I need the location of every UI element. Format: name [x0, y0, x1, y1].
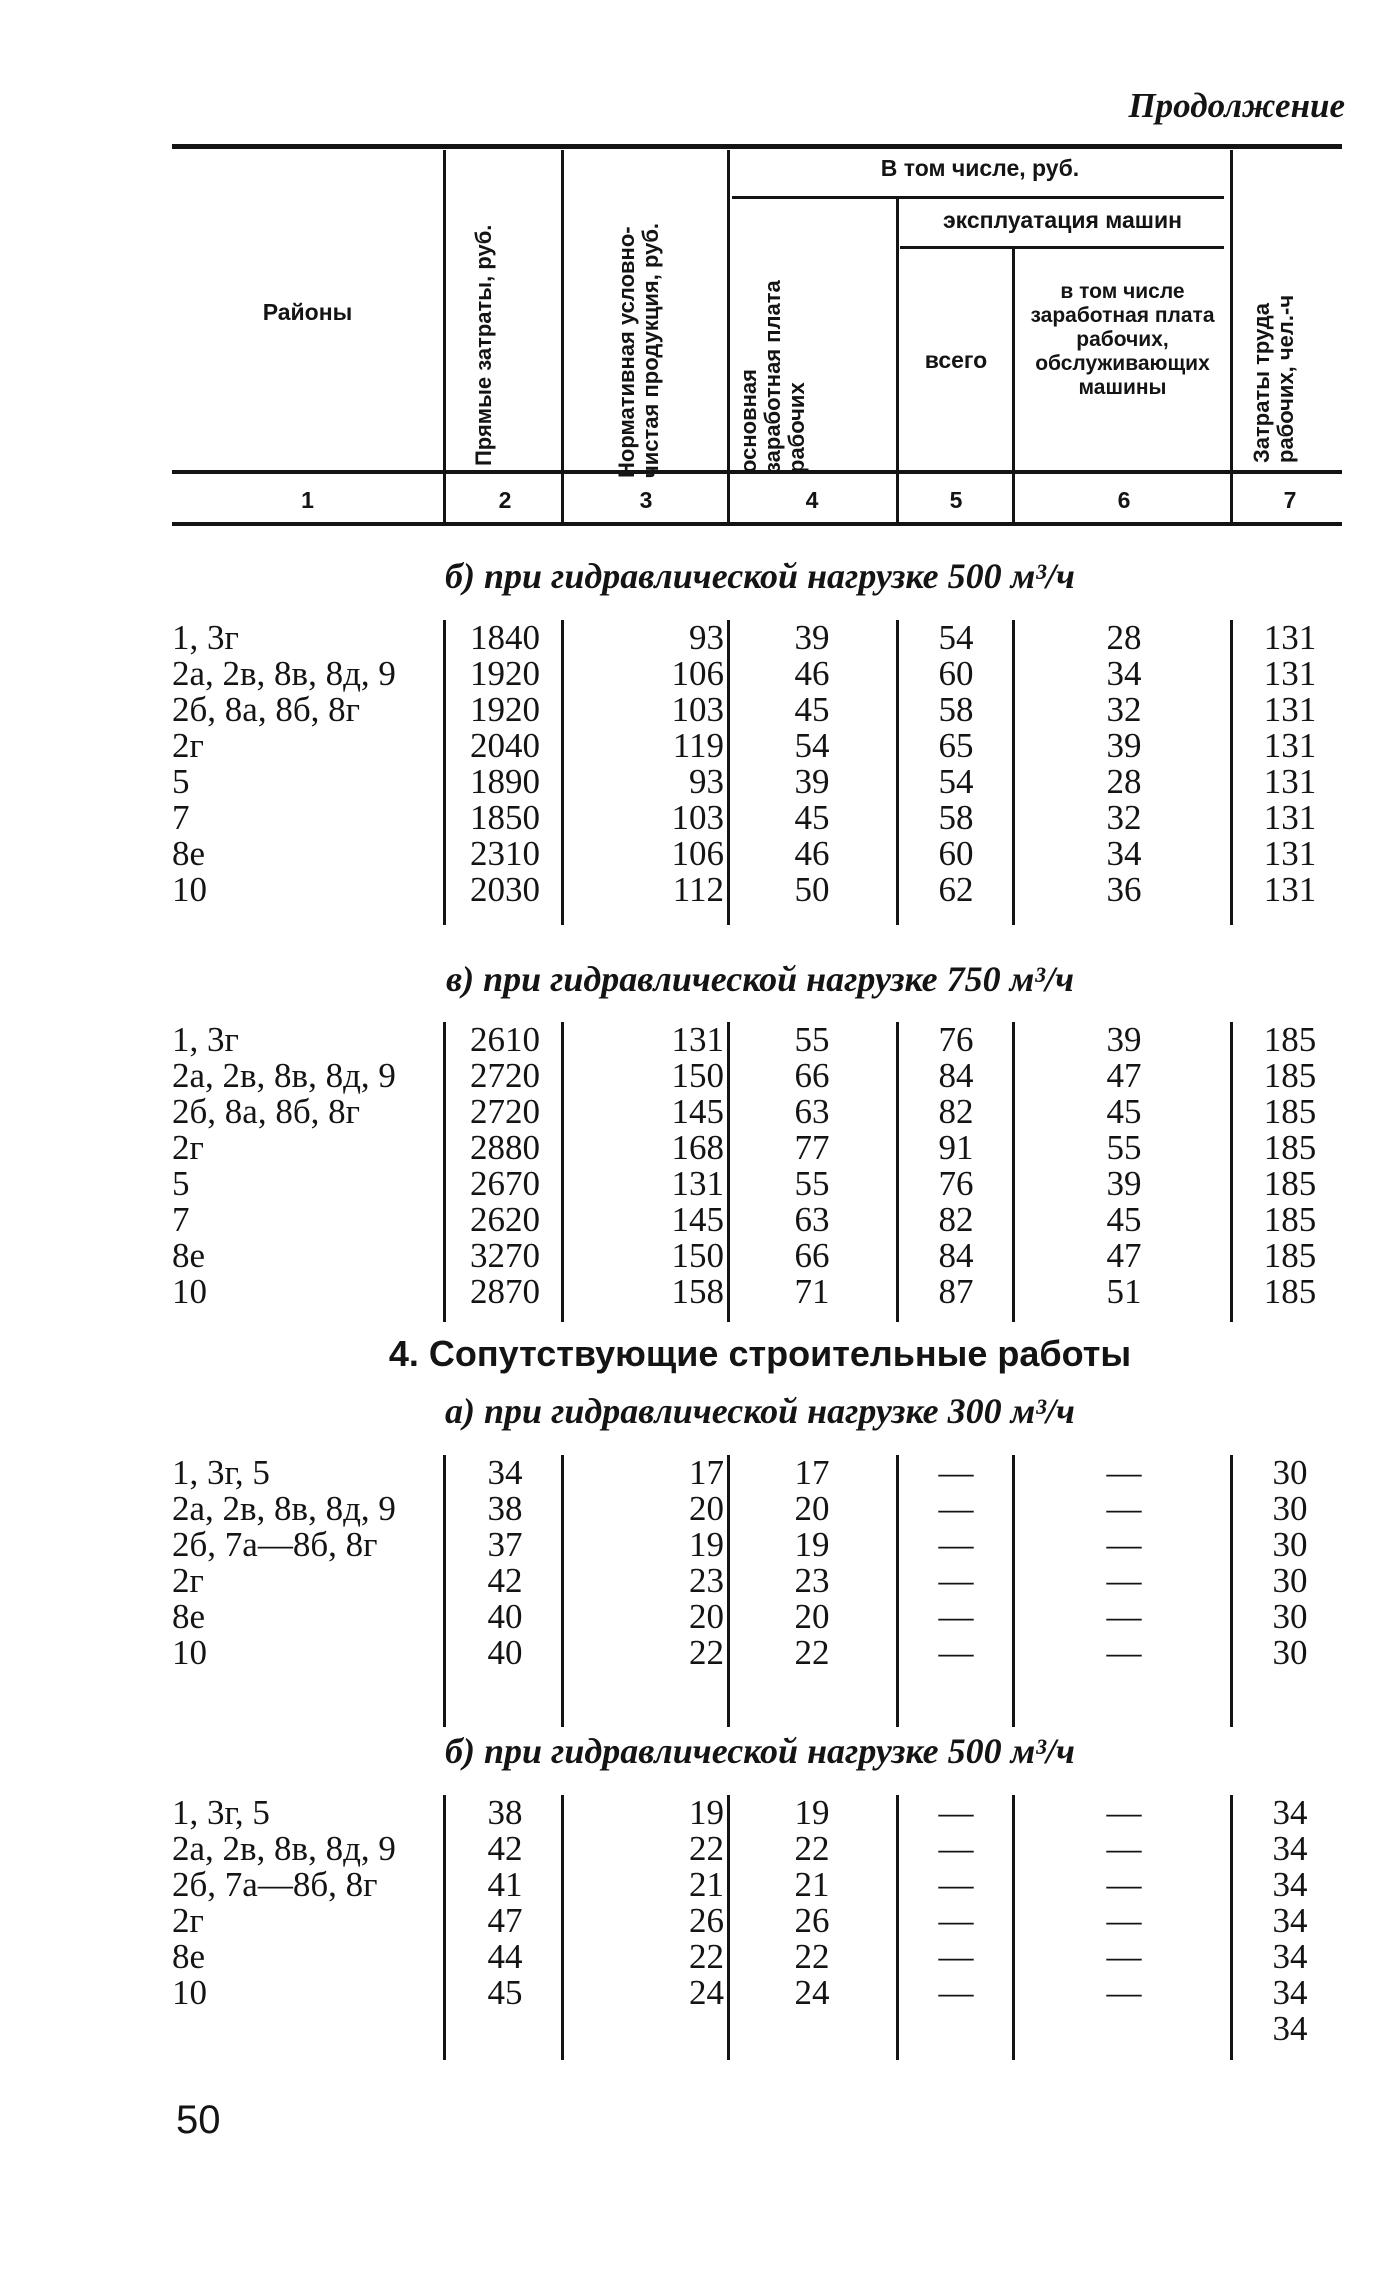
value-cell: 20 — [689, 1597, 724, 1636]
value-cell: — — [938, 1793, 974, 1832]
table-row — [0, 1939, 1383, 1975]
value-cell: 30 — [1272, 1525, 1308, 1564]
value-cell: 87 — [938, 1272, 974, 1311]
value-cell: 58 — [938, 798, 974, 837]
header-direct-costs: Прямые затраты, руб. — [471, 224, 496, 466]
value-cell: 21 — [794, 1865, 830, 1904]
value-cell: 47 — [1106, 1056, 1142, 1095]
value-cell: 2720 — [470, 1056, 540, 1095]
value-cell: 19 — [689, 1793, 724, 1832]
table-row — [0, 620, 1383, 656]
page-number: 50 — [176, 2098, 221, 2142]
value-cell: 34 — [1272, 1901, 1308, 1940]
value-cell: 20 — [794, 1597, 830, 1636]
value-cell: 76 — [938, 1020, 974, 1059]
value-cell: 45 — [794, 690, 830, 729]
value-cell: 77 — [794, 1128, 830, 1167]
value-cell: — — [938, 1489, 974, 1528]
table-row — [0, 1903, 1383, 1939]
value-cell: 37 — [487, 1525, 523, 1564]
value-cell: 34 — [487, 1453, 523, 1492]
value-cell: 131 — [1263, 762, 1317, 801]
value-cell: — — [1106, 1597, 1142, 1636]
numbers-rule — [172, 522, 1342, 526]
value-cell: 24 — [794, 1973, 830, 2012]
value-cell: 2720 — [470, 1092, 540, 1131]
value-cell: — — [1106, 1829, 1142, 1868]
value-cell: 17 — [794, 1453, 830, 1492]
value-cell: 185 — [1263, 1092, 1317, 1131]
value-cell: 76 — [938, 1164, 974, 1203]
value-cell: — — [1106, 1973, 1142, 2012]
value-cell: 30 — [1272, 1633, 1308, 1672]
value-cell: 22 — [794, 1937, 830, 1976]
table-row — [0, 1563, 1383, 1599]
value-cell: — — [938, 1633, 974, 1672]
header-total: всего — [924, 347, 988, 373]
region-cell: 10 — [172, 1272, 207, 1311]
value-cell: 71 — [794, 1272, 830, 1311]
header-wages: основная заработная плата рабочих — [736, 280, 809, 473]
value-cell: — — [1106, 1937, 1142, 1976]
value-cell: 131 — [1263, 798, 1317, 837]
value-cell: 55 — [1106, 1128, 1142, 1167]
column-number: 6 — [1117, 487, 1131, 513]
value-cell: 84 — [938, 1056, 974, 1095]
region-cell: 2а, 2в, 8в, 8д, 9 — [172, 1489, 396, 1528]
value-cell: 39 — [1106, 1020, 1142, 1059]
subgroup-rule — [900, 246, 1224, 249]
value-cell: 106 — [671, 834, 724, 873]
table-row — [0, 1599, 1383, 1635]
region-cell: 8е — [172, 1597, 206, 1636]
value-cell: 40 — [487, 1633, 523, 1672]
value-cell: 1850 — [470, 798, 540, 837]
value-cell: 185 — [1263, 1236, 1317, 1275]
value-cell: — — [1106, 1561, 1142, 1600]
value-cell: 131 — [1263, 834, 1317, 873]
section-title: б) при гидравлической нагрузке 500 м³/ч — [445, 1731, 1075, 1771]
value-cell: 28 — [1106, 618, 1142, 657]
value-cell: 30 — [1272, 1453, 1308, 1492]
value-cell: 32 — [1106, 690, 1142, 729]
value-cell: 39 — [1106, 1164, 1142, 1203]
value-cell: 54 — [938, 618, 974, 657]
value-cell: 131 — [1263, 726, 1317, 765]
value-cell: — — [938, 1937, 974, 1976]
value-cell: 22 — [794, 1633, 830, 1672]
value-cell: 131 — [1263, 654, 1317, 693]
table-row — [0, 836, 1383, 872]
value-cell: 63 — [794, 1200, 830, 1239]
section-body — [0, 1795, 1383, 2060]
region-cell: 8е — [172, 1937, 206, 1976]
value-cell: 150 — [671, 1056, 724, 1095]
table-row — [0, 692, 1383, 728]
value-cell: 150 — [671, 1236, 724, 1275]
value-cell: 45 — [794, 798, 830, 837]
value-cell: 55 — [794, 1020, 830, 1059]
value-cell: 24 — [689, 1973, 724, 2012]
value-cell: 50 — [794, 870, 830, 909]
value-cell: 2620 — [470, 1200, 540, 1239]
value-cell: 119 — [672, 726, 724, 765]
table-row — [0, 1058, 1383, 1094]
value-cell: 30 — [1272, 1597, 1308, 1636]
value-cell: 34 — [1106, 834, 1142, 873]
table-row — [0, 1238, 1383, 1274]
value-cell: 103 — [671, 798, 724, 837]
value-cell: 20 — [794, 1489, 830, 1528]
table-row — [0, 1022, 1383, 1058]
value-cell: — — [1106, 1793, 1142, 1832]
table-row — [0, 1274, 1383, 1310]
section-title: а) при гидравлической нагрузке 300 м³/ч — [445, 1391, 1075, 1431]
value-cell: 1840 — [470, 618, 540, 657]
value-cell: 21 — [689, 1865, 724, 1904]
continuation-label: Продолжение — [1128, 86, 1345, 125]
value-cell: 145 — [671, 1200, 724, 1239]
region-cell: 2б, 8а, 8б, 8г — [172, 690, 361, 729]
value-cell: — — [938, 1525, 974, 1564]
value-cell: 38 — [487, 1793, 523, 1832]
value-cell: 131 — [1263, 618, 1317, 657]
value-cell: 2610 — [470, 1020, 540, 1059]
value-cell: — — [938, 1561, 974, 1600]
header-divider — [443, 150, 446, 522]
value-cell: 23 — [689, 1561, 724, 1600]
value-cell: 185 — [1263, 1272, 1317, 1311]
value-cell: 131 — [671, 1020, 724, 1059]
value-cell: 1890 — [470, 762, 540, 801]
table-row — [0, 1130, 1383, 1166]
value-cell: 2670 — [470, 1164, 540, 1203]
value-cell: 22 — [689, 1937, 724, 1976]
value-cell: 58 — [938, 690, 974, 729]
region-cell: 2б, 7а—8б, 8г — [172, 1525, 378, 1564]
value-cell: 46 — [794, 654, 830, 693]
region-cell: 1, 3г, 5 — [172, 1793, 270, 1832]
value-cell: 47 — [487, 1901, 523, 1940]
header-divider — [561, 150, 564, 522]
top-rule — [172, 144, 1342, 149]
region-cell: 8е — [172, 834, 206, 873]
value-cell: 44 — [487, 1937, 523, 1976]
value-cell: 66 — [794, 1236, 830, 1275]
header-regions: Районы — [262, 299, 353, 325]
table-row — [0, 1491, 1383, 1527]
value-cell: 17 — [689, 1453, 724, 1492]
value-cell: — — [938, 1865, 974, 1904]
table-row — [0, 1867, 1383, 1903]
column-number: 4 — [805, 487, 819, 513]
value-cell: 106 — [671, 654, 724, 693]
table-row — [0, 800, 1383, 836]
region-cell: 2а, 2в, 8в, 8д, 9 — [172, 1829, 396, 1868]
value-cell: 22 — [689, 1829, 724, 1868]
value-cell: 131 — [671, 1164, 724, 1203]
value-cell: 158 — [671, 1272, 724, 1311]
table-row — [0, 2011, 1383, 2047]
value-cell: 66 — [794, 1056, 830, 1095]
value-cell: 82 — [938, 1200, 974, 1239]
region-cell: 5 — [172, 1164, 190, 1203]
table-row — [0, 764, 1383, 800]
value-cell: 2040 — [470, 726, 540, 765]
value-cell: 60 — [938, 834, 974, 873]
table-row — [0, 1975, 1383, 2011]
value-cell: 34 — [1272, 1829, 1308, 1868]
region-cell: 1, 3г — [172, 1020, 239, 1059]
value-cell: 36 — [1106, 870, 1142, 909]
value-cell: — — [938, 1973, 974, 2012]
column-number: 2 — [498, 487, 512, 513]
value-cell: 34 — [1272, 1865, 1308, 1904]
value-cell: 34 — [1272, 2009, 1308, 2048]
region-cell: 2г — [172, 726, 204, 765]
value-cell: 28 — [1106, 762, 1142, 801]
header-divider — [896, 199, 899, 522]
value-cell: — — [1106, 1901, 1142, 1940]
value-cell: 1920 — [470, 654, 540, 693]
value-cell: 2870 — [470, 1272, 540, 1311]
region-cell: 1, 3г — [172, 618, 239, 657]
section-body — [0, 620, 1383, 925]
value-cell: 185 — [1263, 1200, 1317, 1239]
header-labor: Затраты труда рабочих, чел.-ч — [1249, 294, 1298, 463]
section-title: в) при гидравлической нагрузке 750 м³/ч — [446, 959, 1074, 999]
value-cell: 47 — [1106, 1236, 1142, 1275]
section-body — [0, 1455, 1383, 1727]
table-row — [0, 1831, 1383, 1867]
column-number: 3 — [639, 487, 653, 513]
region-cell: 7 — [172, 1200, 190, 1239]
table-row — [0, 728, 1383, 764]
value-cell: 30 — [1272, 1561, 1308, 1600]
header-normative-product: Нормативная условно-чистая продукция, руб. — [614, 222, 663, 478]
region-cell: 2б, 8а, 8б, 8г — [172, 1092, 361, 1131]
value-cell: 54 — [938, 762, 974, 801]
region-cell: 2а, 2в, 8в, 8д, 9 — [172, 654, 396, 693]
value-cell: 93 — [689, 618, 724, 657]
region-cell: 7 — [172, 798, 190, 837]
value-cell: 2880 — [470, 1128, 540, 1167]
value-cell: 42 — [487, 1561, 523, 1600]
section-title: б) при гидравлической нагрузке 500 м³/ч — [445, 556, 1075, 596]
value-cell: 131 — [1263, 690, 1317, 729]
value-cell: 168 — [671, 1128, 724, 1167]
value-cell: 112 — [672, 870, 724, 909]
value-cell: 19 — [794, 1525, 830, 1564]
table-row — [0, 872, 1383, 908]
value-cell: 131 — [1263, 870, 1317, 909]
value-cell: 84 — [938, 1236, 974, 1275]
value-cell: 32 — [1106, 798, 1142, 837]
value-cell: 60 — [938, 654, 974, 693]
region-cell: 2г — [172, 1128, 204, 1167]
value-cell: 93 — [689, 762, 724, 801]
table-row — [0, 1455, 1383, 1491]
value-cell: 3270 — [470, 1236, 540, 1275]
table-row — [0, 1166, 1383, 1202]
section-heading: 4. Сопутствующие строительные работы — [388, 1333, 1132, 1374]
column-number: 5 — [949, 487, 963, 513]
table-row — [0, 1094, 1383, 1130]
value-cell: 38 — [487, 1489, 523, 1528]
value-cell: 91 — [938, 1128, 974, 1167]
value-cell: 2310 — [470, 834, 540, 873]
header-divider — [1230, 150, 1233, 522]
value-cell: — — [1106, 1633, 1142, 1672]
region-cell: 2г — [172, 1561, 204, 1600]
region-cell: 1, 3г, 5 — [172, 1453, 270, 1492]
column-number: 1 — [301, 487, 314, 513]
region-cell: 10 — [172, 1973, 207, 2012]
value-cell: 39 — [794, 618, 830, 657]
table-row — [0, 656, 1383, 692]
value-cell: 34 — [1272, 1973, 1308, 2012]
value-cell: 39 — [1106, 726, 1142, 765]
header-machine-wages: в том числе заработная плата рабочих, обслуживающих машины — [1030, 280, 1215, 399]
value-cell: 2030 — [470, 870, 540, 909]
group-rule — [732, 196, 1224, 199]
table-row — [0, 1795, 1383, 1831]
header-including: В том числе, руб. — [880, 155, 1080, 181]
header-divider — [727, 150, 730, 522]
value-cell: 39 — [794, 762, 830, 801]
value-cell: — — [1106, 1525, 1142, 1564]
value-cell: 34 — [1272, 1793, 1308, 1832]
value-cell: 55 — [794, 1164, 830, 1203]
value-cell: 34 — [1272, 1937, 1308, 1976]
value-cell: 62 — [938, 870, 974, 909]
value-cell: 51 — [1106, 1272, 1142, 1311]
table-row — [0, 1635, 1383, 1671]
value-cell: 45 — [1106, 1092, 1142, 1131]
table-row — [0, 1527, 1383, 1563]
value-cell: — — [938, 1829, 974, 1868]
value-cell: 63 — [794, 1092, 830, 1131]
value-cell: 19 — [689, 1525, 724, 1564]
region-cell: 5 — [172, 762, 190, 801]
region-cell: 10 — [172, 1633, 207, 1672]
value-cell: 185 — [1263, 1056, 1317, 1095]
region-cell: 10 — [172, 870, 207, 909]
value-cell: 185 — [1263, 1128, 1317, 1167]
value-cell: 65 — [938, 726, 974, 765]
value-cell: 30 — [1272, 1489, 1308, 1528]
region-cell: 2б, 7а—8б, 8г — [172, 1865, 378, 1904]
value-cell: 19 — [794, 1793, 830, 1832]
value-cell: 1920 — [470, 690, 540, 729]
value-cell: 23 — [794, 1561, 830, 1600]
value-cell: 185 — [1263, 1020, 1317, 1059]
region-cell: 2г — [172, 1901, 204, 1940]
value-cell: 103 — [671, 690, 724, 729]
value-cell: — — [938, 1901, 974, 1940]
value-cell: 20 — [689, 1489, 724, 1528]
column-number: 7 — [1283, 487, 1297, 513]
value-cell: 41 — [487, 1865, 523, 1904]
value-cell: 54 — [794, 726, 830, 765]
value-cell: 34 — [1106, 654, 1142, 693]
region-cell: 2а, 2в, 8в, 8д, 9 — [172, 1056, 396, 1095]
value-cell: 185 — [1263, 1164, 1317, 1203]
value-cell: 46 — [794, 834, 830, 873]
header-machines: эксплуатация машин — [942, 207, 1183, 233]
value-cell: — — [938, 1597, 974, 1636]
value-cell: 42 — [487, 1829, 523, 1868]
value-cell: 45 — [487, 1973, 523, 2012]
value-cell: 26 — [689, 1901, 724, 1940]
value-cell: — — [1106, 1453, 1142, 1492]
table-row — [0, 1202, 1383, 1238]
value-cell: 45 — [1106, 1200, 1142, 1239]
header-divider — [1012, 249, 1015, 522]
value-cell: 145 — [671, 1092, 724, 1131]
value-cell: 40 — [487, 1597, 523, 1636]
value-cell: 82 — [938, 1092, 974, 1131]
value-cell: 22 — [794, 1829, 830, 1868]
section-body — [0, 1022, 1383, 1322]
region-cell: 8е — [172, 1236, 206, 1275]
value-cell: — — [938, 1453, 974, 1492]
value-cell: — — [1106, 1865, 1142, 1904]
value-cell: — — [1106, 1489, 1142, 1528]
value-cell: 22 — [689, 1633, 724, 1672]
value-cell: 26 — [794, 1901, 830, 1940]
